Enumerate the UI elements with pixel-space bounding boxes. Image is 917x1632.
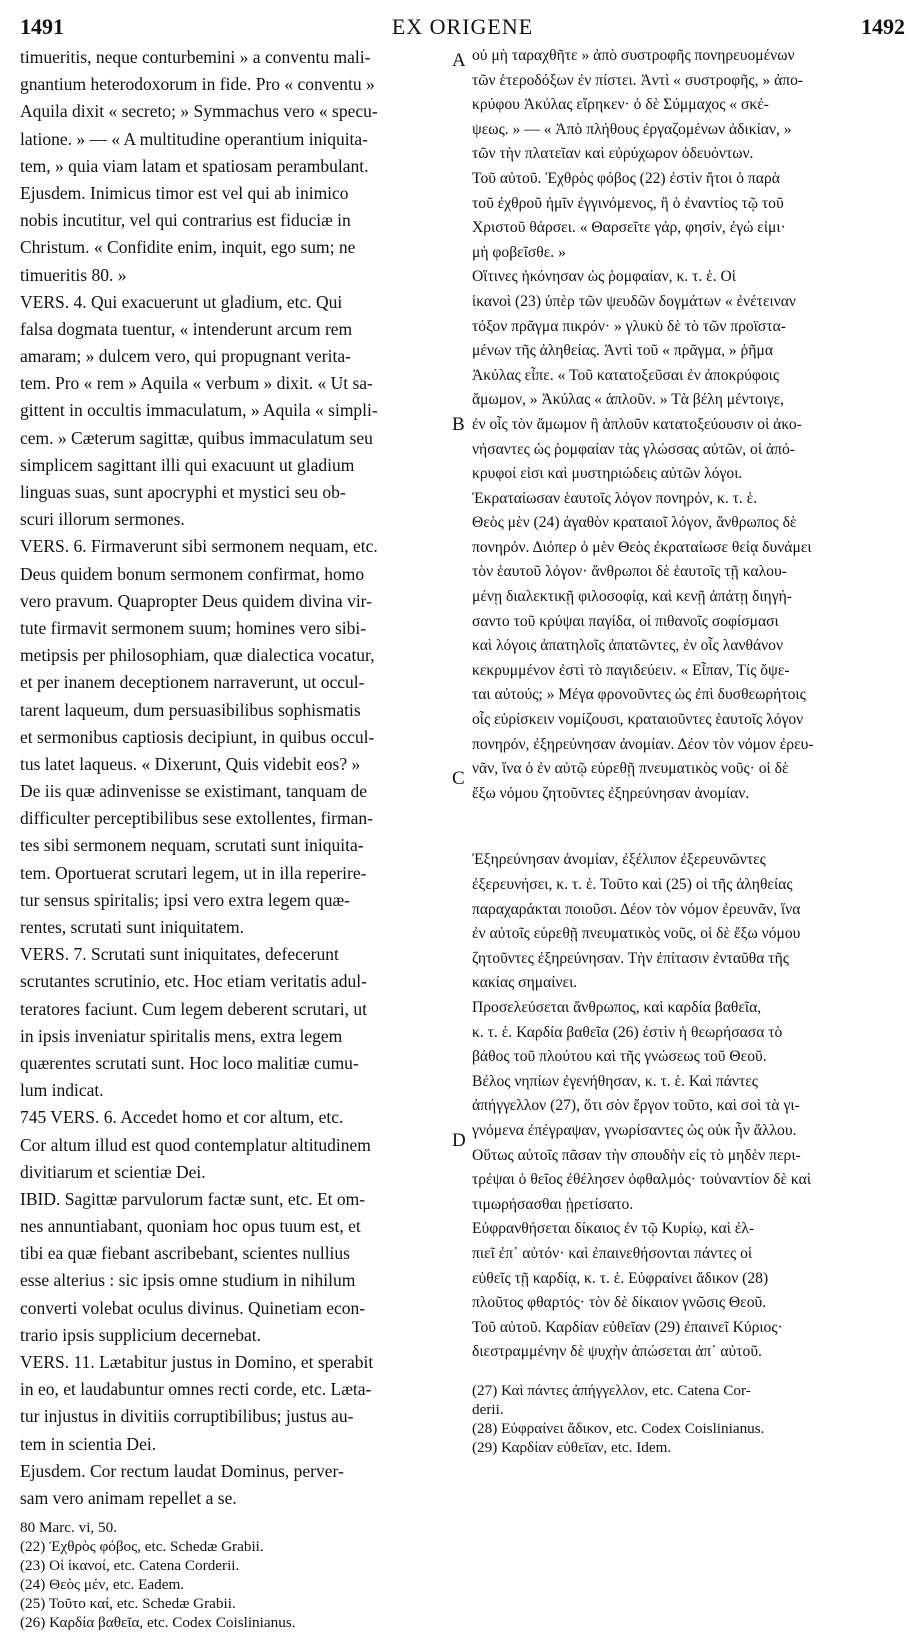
- latin-text-line: tem. Pro « rem » Aquila « verbum » dixit. « Ut sa-: [20, 373, 373, 394]
- latin-text-line: tur sensus spiritalis; ipsi vero extra legem quæ-: [20, 889, 351, 910]
- footnote-line: (26) Καρδία βαθεῖα, etc. Codex Coislinianus.: [20, 1614, 296, 1632]
- greek-text-line: κεκρυμμένον ἐστὶ τὸ παγιδεύειν. « Εἶπαν, Τίς ὄψε-: [472, 661, 790, 679]
- latin-text-line: tem, » quia viam latam et spatiosam perambulant.: [20, 155, 369, 176]
- greek-text-line: καὶ λόγοις ἀπατηλοῖς ἀπατῶντες, ἐν οἷς λανθάνον: [472, 637, 784, 655]
- latin-text-line: tute firmavit sermonem suum; homines vero sibi-: [20, 617, 367, 638]
- latin-text-line: metipsis per philosophiam, quæ dialectica vocatur,: [20, 645, 375, 666]
- greek-text-line: γνόμενα ἐπέγραψαν, γνωρίσαντες ὡς οὐκ ἦν ἄλλου.: [472, 1121, 797, 1139]
- greek-text-line: Οἵτινες ἠκόνησαν ὡς ῥομφαίαν, κ. τ. ἑ. Οἱ: [472, 268, 736, 286]
- greek-text-line: Τοῦ αὐτοῦ. Ἐχθρὸς φόβος (22) ἐστὶν ἤτοι ὁ παρὰ: [472, 169, 780, 187]
- greek-text-line: πλοῦτος φθαρτός· τὸν δὲ δίκαιον γνῶσις Θεοῦ.: [472, 1294, 767, 1312]
- latin-text-line: scrutantes scrutinio, etc. Hoc etiam veritatis adul-: [20, 971, 367, 992]
- latin-text-line: vero pravum. Quapropter Deus quidem divina vir-: [20, 590, 372, 611]
- latin-text-line: tur injustus in divitiis corruptibilibus; justus au-: [20, 1406, 354, 1427]
- latin-text-line: difficulter perceptibilibus sese extollentes, firman-: [20, 808, 373, 829]
- latin-text-line: tus latet laqueus. « Dixerunt, Quis videbit eos? »: [20, 753, 361, 774]
- latin-text-line: divitiarum et scientiæ Dei.: [20, 1161, 206, 1182]
- latin-text-line: Ejusdem. Cor rectum laudat Dominus, perver-: [20, 1460, 344, 1481]
- latin-text-line: De iis quæ adinvenisse se existimant, tanquam de: [20, 781, 368, 802]
- greek-text-line: ἱκανοὶ (23) ὑπὲρ τῶν ψευδῶν δογμάτων « ἐνέτειναν: [472, 292, 796, 310]
- greek-text-line: ἔξω νόμου ζητοῦντες ἐξηρεύνησαν ἀνομίαν.: [472, 784, 750, 802]
- footnote-line: (28) Εὐφραίνει ἄδικον, etc. Codex Coislinianus.: [472, 1419, 765, 1437]
- column-marker-b: B: [452, 414, 465, 435]
- latin-text-line: in eo, et laudabuntur omnes recti corde, etc. Læta-: [20, 1379, 372, 1400]
- greek-text-line: κακίας σημαίνει.: [472, 974, 578, 992]
- footnote-line: (24) Θεὸς μέν, etc. Eadem.: [20, 1576, 185, 1594]
- latin-text-line: linguas suas, sunt apocryphi et mystici seu ob-: [20, 482, 346, 502]
- latin-text-line: converti volebat oculus divinus. Quinetiam econ-: [20, 1297, 366, 1318]
- latin-text-line: VERS. 11. Lætabitur justus in Domino, et sperabit: [20, 1352, 374, 1372]
- greek-text-line: Οὕτως αὐτοῖς πᾶσαν τὴν σπουδὴν εἰς τὸ μηδὲν περι-: [472, 1146, 801, 1164]
- latin-text-line: tes sibi sermonem nequam, scrutati sunt iniquita-: [20, 835, 364, 856]
- latin-text-line: VERS. 7. Scrutati sunt iniquitates, defecerunt: [20, 944, 339, 965]
- page-header: [20, 14, 905, 44]
- greek-text-line: κρύφου Ἀκύλας εἴρηκεν· ὁ δὲ Σύμμαχος « σκέ-: [472, 96, 769, 114]
- greek-text-line: εὐθεῖς τῇ καρδίᾳ, κ. τ. ἑ. Εὐφραίνει ἄδικον (28): [472, 1269, 769, 1287]
- latin-text-line: timueritis 80. »: [20, 264, 127, 285]
- spacer: [472, 806, 904, 848]
- greek-text-line: Χριστοῦ θάρσει. « Θαρσεῖτε γάρ, φησίν, ἐγώ εἰμι·: [472, 219, 786, 237]
- greek-text-line: ἐν οἷς τὸν ἄμωμον ἢ ἁπλοῦν κατατοξεύουσιν οἱ ἀκο-: [472, 415, 802, 433]
- greek-text-line: βάθος τοῦ πλούτου καὶ τῆς γνώσεως τοῦ Θεοῦ.: [472, 1048, 767, 1066]
- latin-text-line: quærentes scrutati sunt. Hoc loco malitiæ cumu-: [20, 1052, 359, 1073]
- latin-text-line: tibi ea quæ fiebant ascribebant, scientes nullius: [20, 1243, 350, 1264]
- latin-text-line: nes annuntiabant, quoniam hoc opus tuum est, et: [20, 1216, 361, 1237]
- column-marker-c: C: [452, 768, 465, 789]
- latin-text-line: esse alterius : sic ipsis omne studium in nihilum: [20, 1270, 356, 1291]
- footnote-line: (22) Ἐχθρὸς φόβος, etc. Schedæ Grabii.: [20, 1538, 264, 1556]
- greek-text-line: κρυφοί εἰσι καὶ μυστηριώδεις αὐτῶν λόγοι.: [472, 465, 743, 483]
- greek-text-line: Ἀκύλας εἶπε. « Τοῦ κατατοξεῦσαι ἐν ἀποκρύφοις: [472, 366, 780, 384]
- latin-text-line: latione. » — « A multitudine operantium iniquita-: [20, 128, 369, 149]
- latin-text-line: VERS. 4. Qui exacuerunt ut gladium, etc. Qui: [20, 291, 343, 312]
- greek-text-line: ψεως. » — « Ἀπὸ πλήθους ἐργαζομένων ἀδικίαν, »: [472, 120, 792, 138]
- latin-text-line: 745 VERS. 6. Accedet homo et cor altum, etc.: [20, 1107, 344, 1128]
- latin-text-line: teratores faciunt. Cum legem deberent scrutari, ut: [20, 998, 367, 1019]
- latin-text-line: gnantium heterodoxorum in fide. Pro « conventu »: [20, 74, 375, 95]
- latin-text-line: simplicem sagittant illi qui exacuunt ut gladium: [20, 454, 355, 475]
- latin-column: [20, 44, 450, 1632]
- latin-text-line: VERS. 6. Firmaverunt sibi sermonem nequam, etc.: [20, 536, 378, 557]
- latin-text-line: timueritis, neque conturbemini » a conventu mali-: [20, 47, 371, 67]
- greek-text-line: παραχαράκται ποιοῦσι. Δέον τὸν νόμον ἐρευνᾶν, ἵνα: [472, 900, 801, 918]
- latin-text-line: rentes, scrutati sunt iniquitatem.: [20, 917, 245, 937]
- running-title: EX ORIGENE: [391, 14, 534, 39]
- greek-text-line: μὴ φοβεῖσθε. »: [472, 243, 566, 261]
- greek-text-line: τῶν ἑτεροδόξων ἐν πίστει. Ἀντὶ « συστροφῆς, » ἀπο-: [472, 71, 804, 89]
- latin-text-line: Christum. « Confidite enim, inquit, ego sum; ne: [20, 237, 356, 258]
- greek-text-line: ζητοῦντες ἐξηρεύνησαν. Τὴν ἐπίτασιν ἐνταῦθα τῆς: [472, 949, 789, 967]
- left-page-number: 1491: [20, 14, 64, 39]
- latin-text-line: Deus quidem bonum sermonem confirmat, homo: [20, 563, 365, 584]
- greek-text-line: Θεὸς μὲν (24) ἀγαθὸν κραταιοῖ λόγον, ἄνθρωπος δὲ: [472, 514, 797, 532]
- footnote-line: (27) Καὶ πάντες ἀπήγγελλον, etc. Catena Cor-: [472, 1381, 751, 1399]
- greek-text-line: μένῃ διαλεκτικῇ φιλοσοφίᾳ, καὶ κενῇ ἀπάτῃ διηγή-: [472, 588, 792, 606]
- footnote-line: (23) Οἱ ἱκανοί, etc. Catena Corderii.: [20, 1557, 240, 1575]
- greek-text-line: ται αὐτούς; » Μέγα φρονοῦντες ὡς ἐπὶ δυσθεωρήτοις: [472, 686, 806, 704]
- greek-text-line: οἷς εὑρίσκειν νομίζουσι, κραταιοῦντες ἑαυτοῖς λόγον: [472, 711, 804, 729]
- latin-text-line: Ejusdem. Inimicus timor est vel qui ab inimico: [20, 182, 349, 203]
- footnote-line: derii.: [472, 1400, 504, 1418]
- latin-text-line: nobis incutitur, vel qui contrarius est fiduciæ in: [20, 210, 351, 231]
- latin-text-line: tem in scientia Dei.: [20, 1433, 157, 1454]
- greek-text-line: Βέλος νηπίων ἐγενήθησαν, κ. τ. ἑ. Καὶ πάντες: [472, 1072, 758, 1090]
- footnote-line: 80 Marc. vi, 50.: [20, 1519, 118, 1537]
- greek-text-line: τοῦ ἐχθροῦ ἡμῖν ἐγγινόμενος, ἢ ὁ ἐναντίος τῷ τοῦ: [472, 194, 784, 212]
- greek-text-line: Ἐκραταίωσαν ἑαυτοῖς λόγον πονηρόν, κ. τ. ἑ.: [472, 489, 758, 507]
- latin-text-line: cem. » Cæterum sagittæ, quibus immaculatum seu: [20, 427, 373, 448]
- greek-text-line: νᾶν, ἵνα ὁ ἐν αὐτῷ εὑρεθῇ πνευματικὸς νοῦς· οἱ δὲ: [472, 760, 789, 778]
- greek-text-line: νήσαντες ὡς ῥομφαίαν τὰς γλώσσας αὐτῶν, οἱ ἀπό-: [472, 440, 795, 458]
- greek-text-line: Ἐξηρεύνησαν ἀνομίαν, ἐξέλιπον ἐξερευνῶντες: [472, 851, 766, 869]
- greek-text-line: κ. τ. ἑ. Καρδία βαθεῖα (26) ἐστὶν ἡ θεωρήσασα τὸ: [472, 1023, 783, 1041]
- latin-text-line: et per inanem deceptionem narraverunt, ut occul-: [20, 672, 365, 693]
- greek-text-line: πονηρόν, ἐξηρεύνησαν ἀνομίαν. Δέον τὸν νόμον ἐρευ-: [472, 735, 814, 753]
- latin-text-line: scuri illorum sermones.: [20, 509, 185, 530]
- latin-text-line: Cor altum illud est quod contemplatur altitudinem: [20, 1134, 371, 1155]
- greek-text-line: πονηρόν. Διόπερ ὁ μὲν Θεὸς ἐκραταίωσε θείᾳ δυνάμει: [472, 538, 812, 556]
- latin-text-line: trario ipsis supplicium decernebat.: [20, 1324, 262, 1345]
- greek-column: [472, 44, 904, 1457]
- greek-text-line: οὐ μὴ ταραχθῆτε » ἀπὸ συστροφῆς πονηρευομένων: [472, 47, 795, 64]
- latin-text-line: IBID. Sagittæ parvulorum factæ sunt, etc. Et om-: [20, 1188, 366, 1209]
- greek-text-line: ἄμωμον, » Ἀκύλας « ἁπλοῦν. » Τὰ βέλη μέντοιγε,: [472, 391, 785, 409]
- greek-text-line: τόξον πρᾶγμα πικρόν· » γλυκὺ δὲ τὸ τῶν προϊστα-: [472, 317, 786, 335]
- column-marker-a: A: [452, 50, 466, 71]
- latin-text-line: falsa dogmata tuentur, « intenderunt arcum rem: [20, 318, 353, 339]
- latin-text-line: in ipsis inveniatur spiritalis mens, extra legem: [20, 1025, 343, 1046]
- greek-text-line: ἐξερευνήσει, κ. τ. ἑ. Τοῦτο καὶ (25) οἱ τῆς ἀληθείας: [472, 876, 793, 893]
- latin-text-line: et sermonibus captiosis decipiunt, in quibus occul-: [20, 726, 375, 747]
- greek-text-line: σαντο τοῦ κρύψαι παγίδα, οἱ πιθανοῖς σοφίσμασι: [472, 612, 779, 630]
- column-marker-d: D: [452, 1130, 466, 1151]
- latin-text-line: amaram; » dulcem vero, qui propugnant verita-: [20, 346, 351, 367]
- greek-text-line: διεστραμμένην δὲ ψυχὴν ἀπώσεται ἀπ᾽ αὐτοῦ.: [472, 1343, 762, 1361]
- footnote-line: (29) Καρδίαν εὐθεῖαν, etc. Idem.: [472, 1438, 672, 1456]
- greek-text-line: Τοῦ αὐτοῦ. Καρδίαν εὐθεῖαν (29) ἐπαινεῖ Κύριος·: [472, 1318, 783, 1336]
- greek-text-line: τρέψαι ὁ θεῖος ἐθέλησεν ὀφθαλμός· τοὐναντίον δὲ καὶ: [472, 1171, 812, 1189]
- greek-text-line: ἀπήγγελλον (27), ὅτι σὸν ἔργον τοῦτο, καὶ σοὶ τὰ γι-: [472, 1097, 800, 1115]
- greek-text-line: τιμωρήσασθαι ᾑρετίσατο.: [472, 1195, 634, 1213]
- latin-text-line: tem. Oportuerat scrutari legem, ut in illa reperire-: [20, 862, 367, 883]
- greek-text-line: ἐν αὐτοῖς εὑρεθῇ πνευματικὸς νοῦς, οἱ δὲ ἔξω νόμου: [472, 925, 801, 943]
- footnote-line: (25) Τοῦτο καί, etc. Schedæ Grabii.: [20, 1595, 236, 1613]
- latin-text-line: gittent in occultis immaculatum, » Aquila « simpli-: [20, 400, 378, 421]
- latin-text-line: tarent laqueum, dum persuasibilibus sophismatis: [20, 699, 361, 720]
- latin-text-line: lum indicat.: [20, 1080, 104, 1101]
- greek-text-line: Προσελεύσεται ἄνθρωπος, καὶ καρδία βαθεῖα,: [472, 998, 762, 1016]
- latin-text-line: sam vero animam repellet a se.: [20, 1487, 237, 1508]
- greek-text-line: μένων τῆς ἀληθείας. Ἀντὶ τοῦ « πρᾶγμα, » ῥῆμα: [472, 342, 774, 360]
- greek-text-line: Εὐφρανθήσεται δίκαιος ἐν τῷ Κυρίῳ, καὶ ἐλ-: [472, 1220, 755, 1238]
- greek-text-line: τῶν τὴν πλατεῖαν καὶ εὐρύχωρον ὁδευόντων.: [472, 145, 754, 163]
- greek-text-line: τὸν ἑαυτοῦ λόγον· ἄνθρωποι δὲ ἑαυτοῖς τῇ καλου-: [472, 563, 787, 581]
- latin-text-line: Aquila dixit « secreto; » Symmachus vero « specu-: [20, 101, 378, 122]
- greek-text-line: πιεῖ ἐπ᾽ αὐτόν· καὶ ἐπαινεθήσονται πάντες οἱ: [472, 1244, 753, 1262]
- spacer: [472, 1365, 904, 1381]
- right-page-number: 1492: [861, 14, 905, 39]
